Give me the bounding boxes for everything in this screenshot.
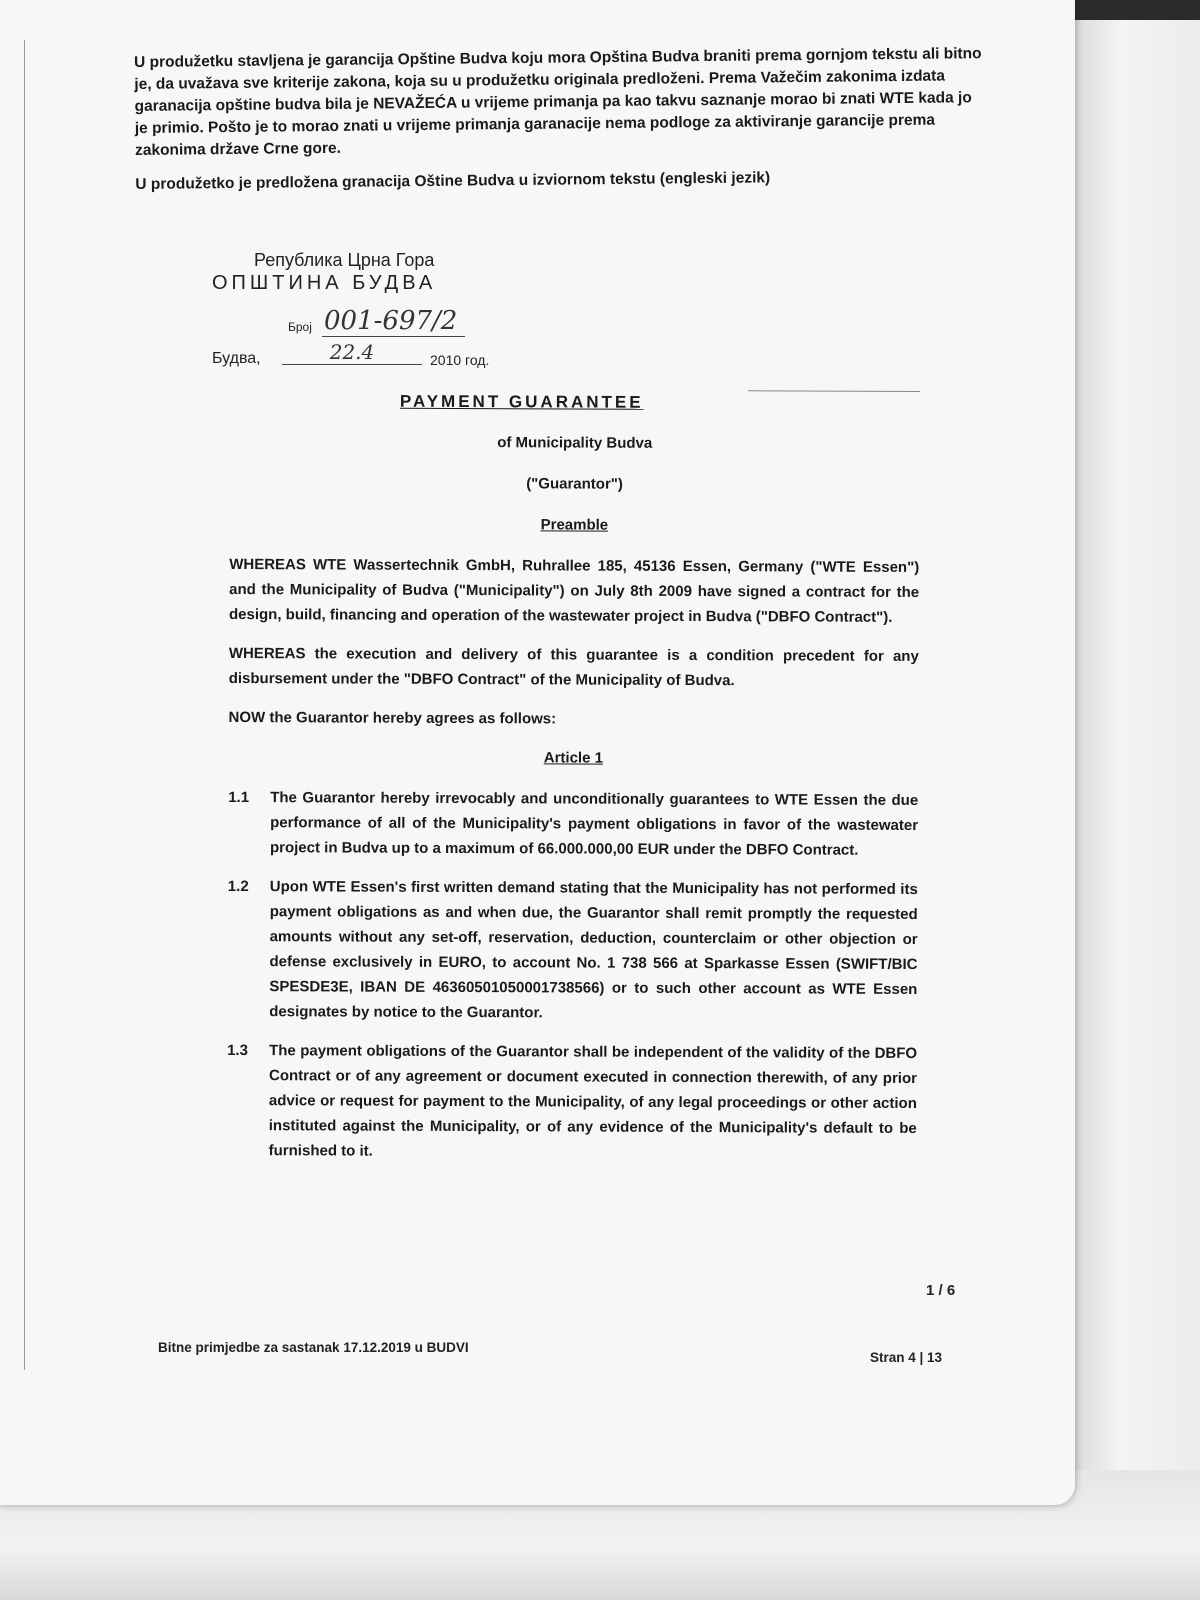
clause-text: Upon WTE Essen's first written demand stating that the Municipality has not performed its payment obligations as and when due, the Guarantor shall remit promptly the requested amounts without any set-off, reservation, deduction, counterclaim or other objection or defense exclusively in EURO, to account No. 1 738 566 at Sparkasse Essen (SWIFT/BIC SPESDE3E, IBAN DE 46360501050001738566) or to such other account as WTE Essen designates by notice to the Guarantor. — [269, 878, 918, 1022]
intro-text — [134, 43, 986, 208]
stamp-number-value: 001-697/2 — [322, 306, 465, 337]
intro-paragraph-2: U produžetko je predložena granacija Oštine Budva u izviornom tekstu (engleski jezik) — [135, 169, 771, 193]
clause — [227, 874, 918, 1027]
article-heading: Article 1 — [543, 749, 604, 767]
stamp-year: 2010 год. — [430, 352, 490, 368]
intro-paragraph-1: U produžetku stavljena je garancija Opštine Budva koju mora Opština Budva braniti prema gornjom tekstu ali bitno je, da uvažava sve kriterije zakona, koja su u produžetku originala predloženi. Prema Važečim zakonima izdata garanacija opštine budva bila je NEVAŽEĆA u vrijeme primanja pa kao takvu saznanje morao bi znati WTE kada jo je primio. Pošto je to morao znati u vrijeme primanja garanacije nema podloge za aktiviranje garancije prema zakonima države Crne gore. — [134, 45, 982, 159]
document-of: of Municipality Budva — [497, 434, 653, 452]
clause-text: The payment obligations of the Guarantor shall be independent of the validity of the DBFO Contract or of any agreement or document executed in connection therewith, of any prior advice or request for payment to the Municipality, of any legal proceedings or other action instituted against the Municipality, or of any evidence of the Municipality's default to be furnished to it. — [268, 1042, 918, 1160]
footer-left: Bitne primjedbe za sastanak 17.12.2019 u BUDVI — [158, 1340, 469, 1355]
stamp-date-value: 22.4 — [282, 340, 422, 365]
municipality-stamp — [212, 250, 542, 380]
clause-number: 1.1 — [228, 788, 250, 807]
clause — [227, 1038, 918, 1166]
clause-number: 1.3 — [227, 1041, 249, 1060]
clause-text: The Guarantor hereby irrevocably and unconditionally guarantees to WTE Essen the due performance of all of the Municipality's payment obligations in favor of the wastewater project in Budva up to a maximum of 66.000.000,00 EUR under the DBFO Contract. — [269, 789, 919, 859]
page-edge-line — [24, 40, 25, 1370]
stamp-number-label: Број — [288, 320, 312, 334]
document-title: PAYMENT GUARANTEE — [399, 391, 644, 412]
whereas-paragraph-2: WHEREAS the execution and delivery of this guarantee is a condition precedent for any disbursement under the "DBFO Contract" of the Municipality of Budva. — [228, 644, 919, 690]
clause-number: 1.2 — [227, 877, 249, 896]
now-paragraph: NOW the Guarantor hereby agrees as follows: — [228, 708, 557, 728]
document-role: ("Guarantor") — [526, 475, 623, 493]
guarantee-document — [227, 388, 920, 1180]
stamp-municipality: ОПШТИНА БУДВА — [212, 272, 437, 294]
stamp-place-label: Будва, — [212, 350, 261, 367]
backdrop-right — [1070, 20, 1200, 1580]
preamble-heading: Preamble — [540, 516, 609, 534]
footer-right: Stran 4 | 13 — [870, 1350, 943, 1365]
clause — [228, 785, 918, 863]
whereas-paragraph-1: WHEREAS WTE Wassertechnik GmbH, Ruhrallee 185, 45136 Essen, Germany ("WTE Essen") and the Municipality of Budva ("Municipality") on July 8th 2009 have signed a contract for the design, build, financing and operation of the wastewater project in Budva ("DBFO Contract"). — [228, 555, 920, 626]
page-number: 1 / 6 — [926, 1282, 956, 1299]
stamp-republic: Република Црна Гора — [254, 250, 435, 270]
